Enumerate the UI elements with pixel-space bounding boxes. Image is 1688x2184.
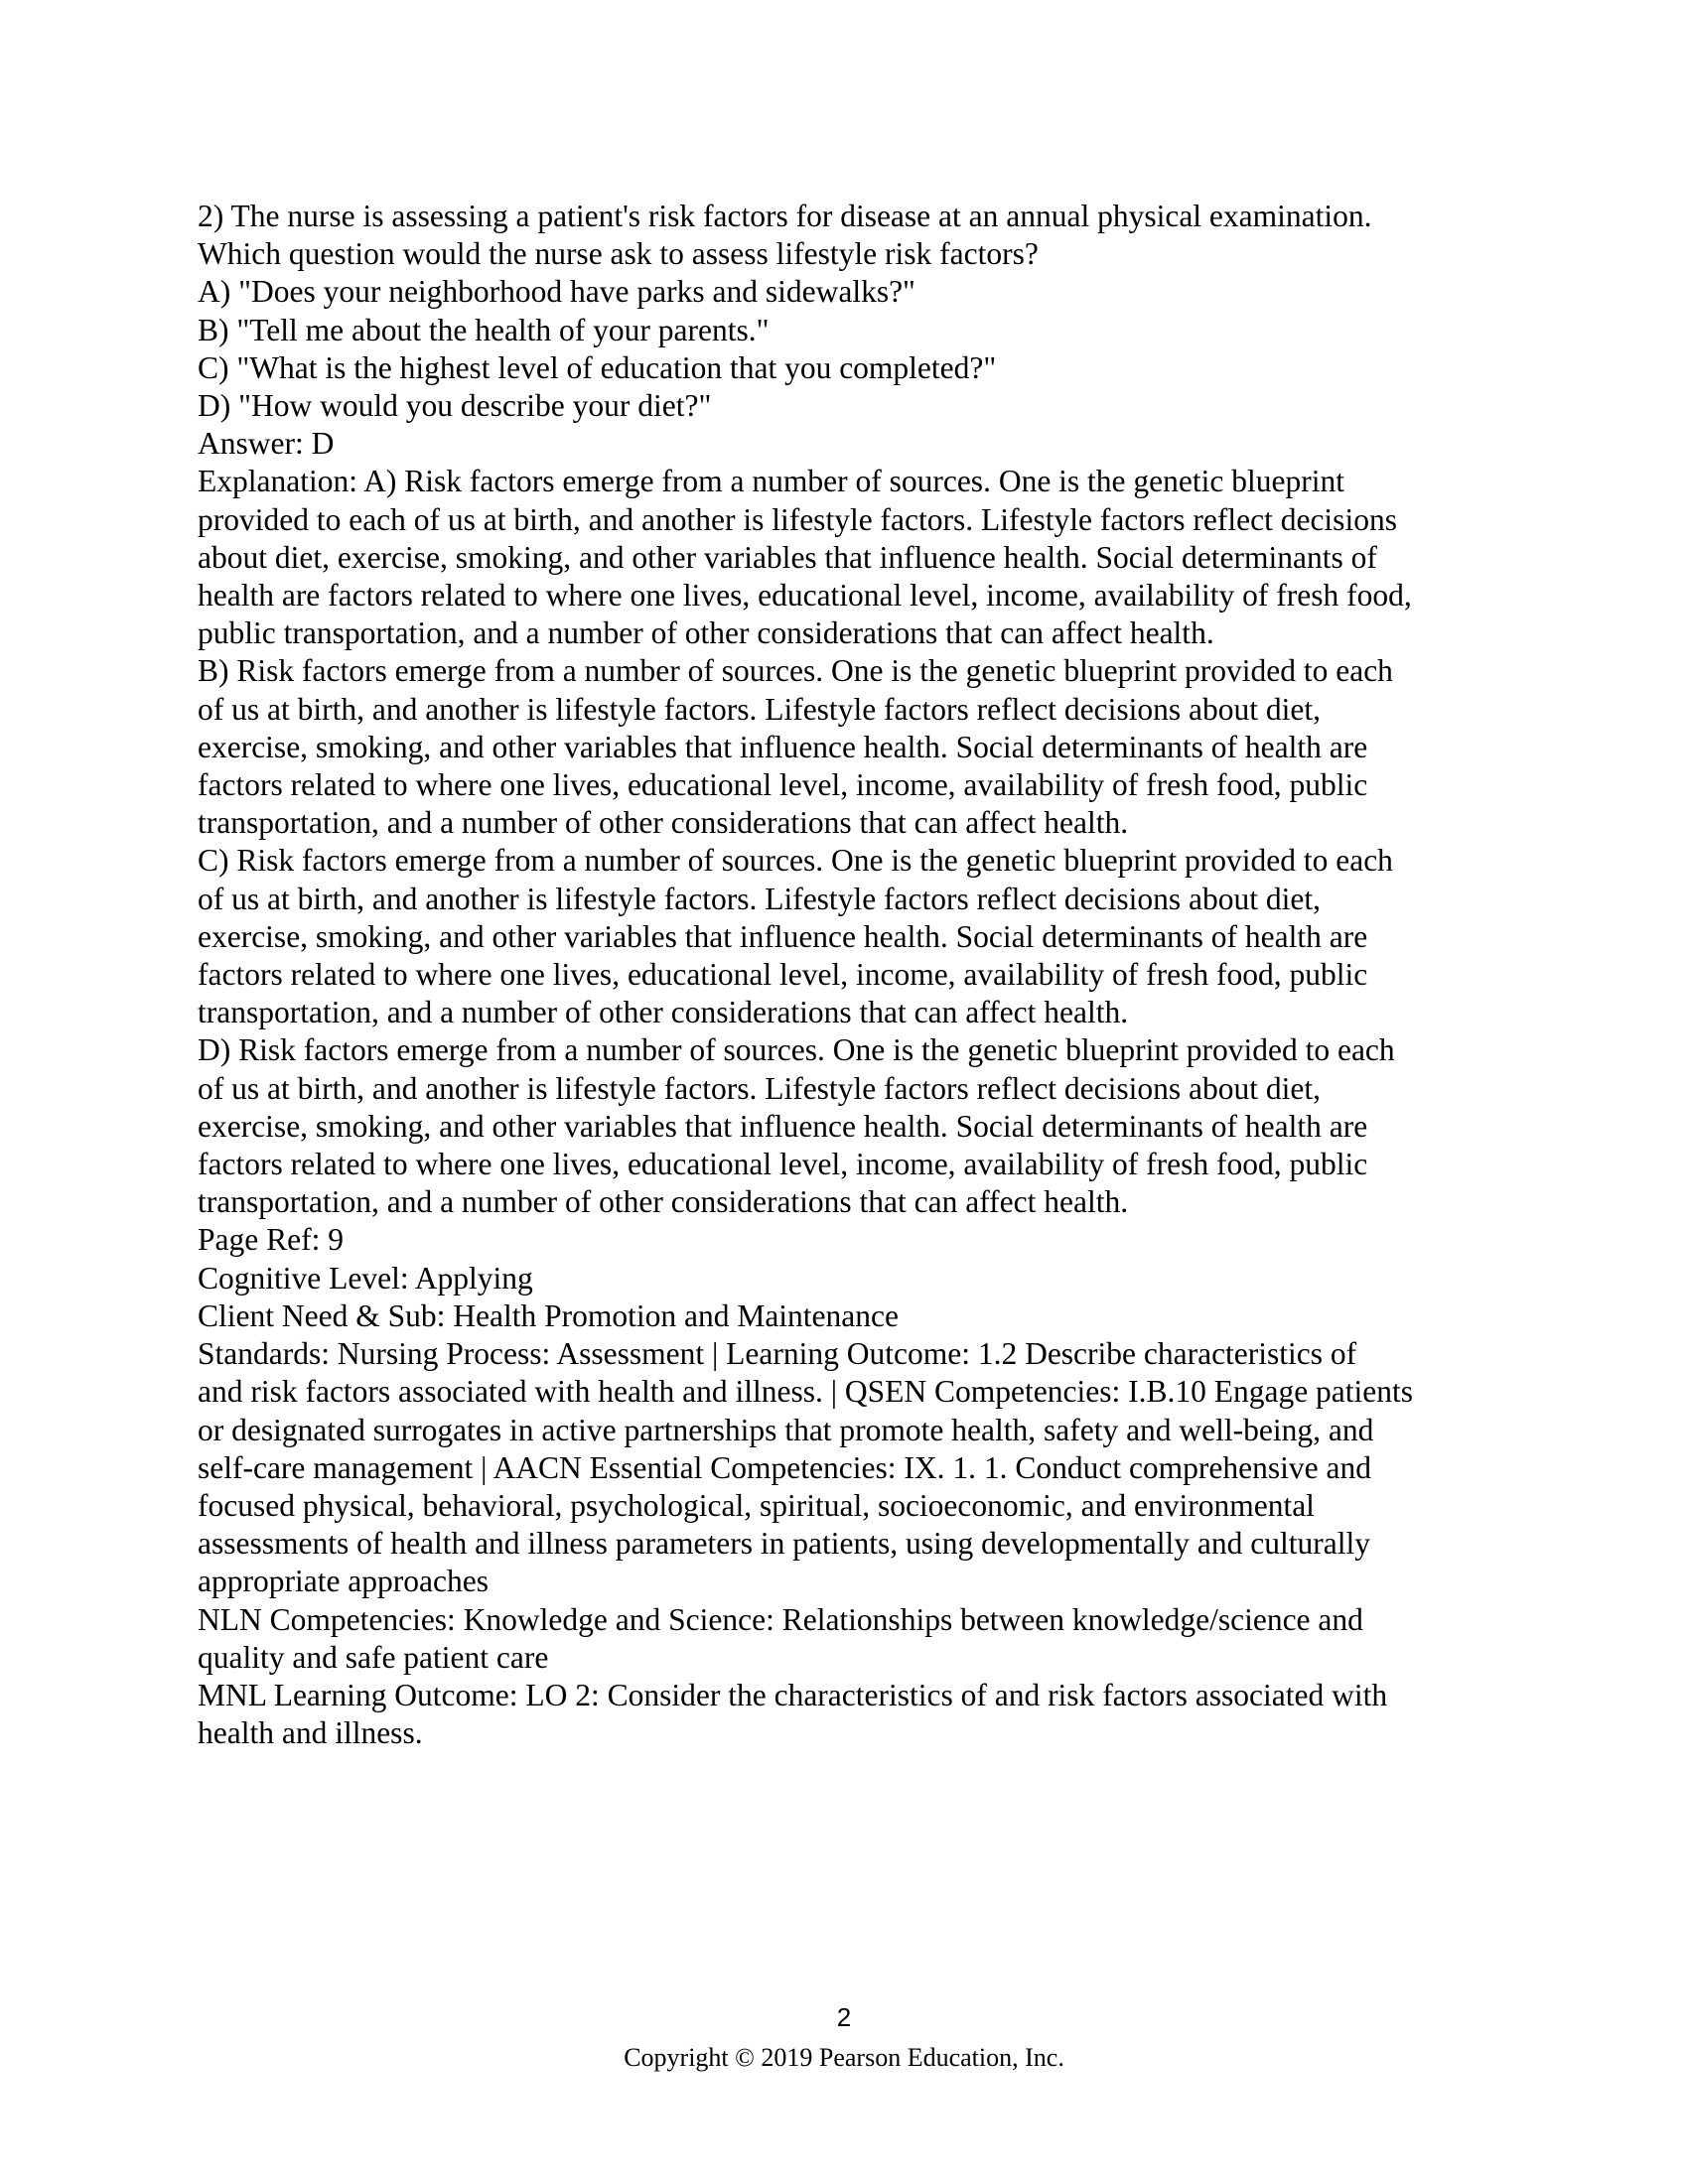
explanation-b-line: exercise, smoking, and other variables that influence health. Social determinants of health are: [198, 729, 1368, 764]
standards-line: and risk factors associated with health and illness. | QSEN Competencies: I.B.10 Engage patients: [198, 1374, 1414, 1410]
answer-option-c: C) "What is the highest level of education that you completed?": [198, 349, 997, 385]
explanation-a-line: about diet, exercise, smoking, and other variables that influence health. Social determinants of: [198, 539, 1377, 575]
answer-option-d: D) "How would you describe your diet?": [198, 388, 712, 424]
question-stem-line: 2) The nurse is assessing a patient's risk factors for disease at an annual physical examination.: [198, 199, 1372, 233]
explanation-c-line: transportation, and a number of other considerations that can affect health.: [198, 995, 1129, 1030]
mnl-learning-outcome-line: health and illness.: [198, 1715, 423, 1751]
explanation-a-line: public transportation, and a number of other considerations that can affect health.: [198, 615, 1214, 651]
question-stem-line: Which question would the nurse ask to assess lifestyle risk factors?: [198, 236, 1039, 272]
mnl-learning-outcome-line: MNL Learning Outcome: LO 2: Consider the characteristics of and risk factors associated with: [198, 1677, 1388, 1712]
explanation-a-line: Explanation: A) Risk factors emerge from a number of sources. One is the genetic blueprint: [198, 464, 1344, 499]
explanation-b-line: B) Risk factors emerge from a number of sources. One is the genetic blueprint provided to each: [198, 653, 1393, 689]
standards-line: focused physical, behavioral, psychological, spiritual, socioeconomic, and environmental: [198, 1487, 1315, 1523]
nln-competencies-line: NLN Competencies: Knowledge and Science: Relationships between knowledge/science and: [198, 1601, 1363, 1637]
explanation-b-line: of us at birth, and another is lifestyle factors. Lifestyle factors reflect decisions about diet,: [198, 691, 1322, 727]
standards-line: assessments of health and illness parameters in patients, using developmentally and culturally: [198, 1526, 1370, 1562]
explanation-d-line: transportation, and a number of other considerations that can affect health.: [198, 1184, 1129, 1220]
document-body: [198, 198, 1518, 1752]
explanation-a-line: provided to each of us at birth, and another is lifestyle factors. Lifestyle factors reflect decisions: [198, 501, 1397, 537]
copyright-notice: Copyright © 2019 Pearson Education, Inc.: [624, 2043, 1064, 2072]
explanation-a-line: health are factors related to where one lives, educational level, income, availability of fresh food,: [198, 578, 1412, 614]
explanation-d-line: D) Risk factors emerge from a number of sources. One is the genetic blueprint provided to each: [198, 1032, 1395, 1068]
page-number: 2: [836, 2002, 852, 2032]
explanation-d-line: exercise, smoking, and other variables that influence health. Social determinants of health are: [198, 1108, 1368, 1144]
explanation-b-line: transportation, and a number of other considerations that can affect health.: [198, 805, 1129, 841]
standards-line: appropriate approaches: [198, 1564, 489, 1599]
explanation-c-line: of us at birth, and another is lifestyle factors. Lifestyle factors reflect decisions about diet,: [198, 881, 1322, 916]
explanation-c-line: C) Risk factors emerge from a number of sources. One is the genetic blueprint provided to each: [198, 843, 1393, 879]
explanation-b-line: factors related to where one lives, educational level, income, availability of fresh food, public: [198, 767, 1368, 803]
standards-line: Standards: Nursing Process: Assessment | Learning Outcome: 1.2 Describe characteristics of: [198, 1336, 1357, 1372]
explanation-d-line: factors related to where one lives, educational level, income, availability of fresh food, public: [198, 1147, 1368, 1182]
explanation-c-line: exercise, smoking, and other variables that influence health. Social determinants of health are: [198, 918, 1368, 954]
explanation-d-line: of us at birth, and another is lifestyle factors. Lifestyle factors reflect decisions about diet,: [198, 1070, 1322, 1106]
standards-line: or designated surrogates in active partnerships that promote health, safety and well-being, and: [198, 1412, 1374, 1447]
answer-option-a: A) "Does your neighborhood have parks and sidewalks?": [198, 274, 915, 310]
client-need: Client Need & Sub: Health Promotion and Maintenance: [198, 1297, 899, 1333]
page-reference: Page Ref: 9: [198, 1222, 344, 1258]
answer-option-b: B) "Tell me about the health of your parents.": [198, 312, 770, 347]
explanation-c-line: factors related to where one lives, educational level, income, availability of fresh food, public: [198, 957, 1368, 993]
nln-competencies-line: quality and safe patient care: [198, 1639, 549, 1675]
standards-line: self-care management | AACN Essential Competencies: IX. 1. 1. Conduct comprehensive and: [198, 1449, 1371, 1485]
cognitive-level: Cognitive Level: Applying: [198, 1260, 533, 1296]
answer-key: Answer: D: [198, 426, 335, 462]
